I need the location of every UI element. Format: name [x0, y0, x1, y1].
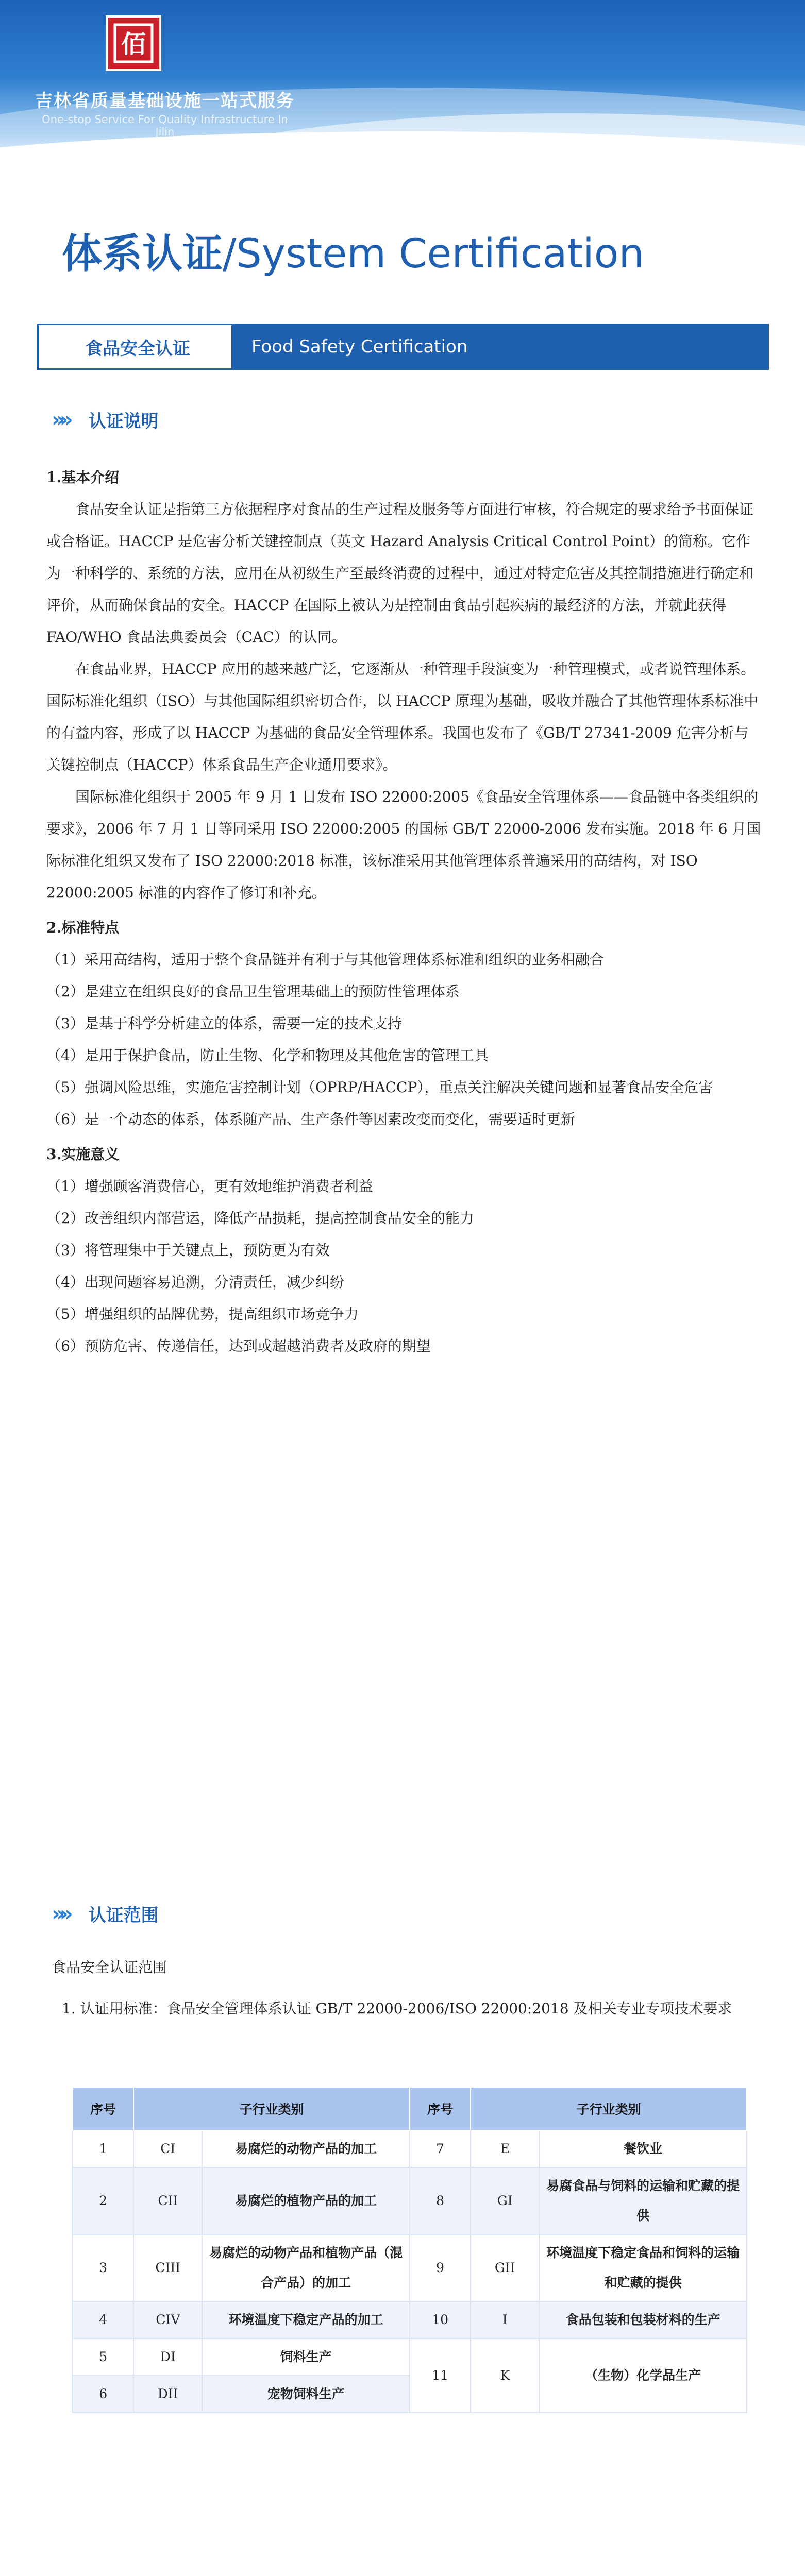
intro-heading-text: 认证说明: [88, 411, 159, 432]
cell-no: 8: [410, 2167, 471, 2234]
significance-item: （6）预防危害、传递信任，达到或超越消费者及政府的期望: [46, 1337, 431, 1354]
intro-paragraph: 在食品业界，HACCP 应用的越来越广泛，它逐渐从一种管理手段演变为一种管理模式，或者说管理体系。国际标准化组织（ISO）与其他国际组织密切合作，以 HACCP 原理为基础，吸收并融合了其他管理体系标准中的有益内容，形成了以 HACCP 为基础的食品安全管理体系。我国也发布了《GB/T 27341-2009 危害分析与关键控制点（HACCP）体系食品生产企业通用要求》。: [46, 660, 759, 773]
org-name-cn: 吉林省质量基础设施一站式服务: [35, 91, 295, 111]
feature-item: （1）采用高结构，适用于整个食品链并有利于与其他管理体系标准和组织的业务相融合: [46, 951, 604, 968]
page-title: [62, 222, 644, 279]
cell-name: 餐饮业: [539, 2130, 747, 2167]
cell-name: （生物）化学品生产: [539, 2338, 747, 2413]
scope-heading: [52, 1901, 159, 1926]
cell-no: 4: [73, 2301, 133, 2338]
scope-intro: 食品安全认证范围: [52, 1959, 167, 1976]
cell-code: GI: [471, 2167, 539, 2234]
cell-name: 食品包装和包装材料的生产: [539, 2301, 747, 2338]
cell-code: CIV: [133, 2301, 202, 2338]
cell-code: CIII: [133, 2234, 202, 2301]
intro-paragraph: 食品安全认证是指第三方依据程序对食品的生产过程及服务等方面进行审核，符合规定的要求给予书面保证或合格证。HACCP 是危害分析关键控制点（英文 Hazard Analysis Critical Control Point）的简称。它作为一种科学的、系统的方法，应用在从初级生产至最终消费的过程中，通过对特定危害及其控制措施进行确定和评价，从而确保食品的安全。HACCP 在国际上被认为是控制由食品引起疾病的最经济的方法，并就此获得 FAO/WHO 食品法典委员会（CAC）的认同。: [46, 501, 754, 646]
col-header: 子行业类别: [133, 2087, 410, 2130]
intro-heading: [52, 407, 159, 432]
cell-no: 6: [73, 2376, 133, 2413]
cell-name: 宠物饲料生产: [202, 2376, 410, 2413]
intro-paragraph: 国际标准化组织于 2005 年 9 月 1 日发布 ISO 22000:2005《食品安全管理体系——食品链中各类组织的要求》，2006 年 7 月 1 日等同采用 ISO 22000:2005 的国标 GB/T 22000-2006 发布实施。2018 年 6 月国际标准化组织又发布了 ISO 22000:2018 标准，该标准采用其他管理体系普遍采用的高结构，对 ISO 22000:2005 标准的内容作了修订和补充。: [46, 788, 761, 901]
table-row: [73, 2130, 747, 2167]
col-header: 序号: [410, 2087, 471, 2130]
feature-item: （2）是建立在组织良好的食品卫生管理基础上的预防性管理体系: [46, 983, 460, 1000]
cell-code: GII: [471, 2234, 539, 2301]
cell-no: 3: [73, 2234, 133, 2301]
significance-item: （2）改善组织内部营运，降低产品损耗，提高控制食品安全的能力: [46, 1210, 474, 1227]
table-row: [73, 2167, 747, 2234]
table-row: [73, 2301, 747, 2338]
cell-code: K: [471, 2338, 539, 2413]
cell-code: E: [471, 2130, 539, 2167]
cell-code: CI: [133, 2130, 202, 2167]
section-banner: [37, 324, 769, 370]
page-title-en: /System Certification: [223, 231, 644, 277]
org-name-en: One-stop Service For Quality Infrastructure In Jilin: [42, 113, 288, 138]
cell-name: 环境温度下稳定食品和饲料的运输和贮藏的提供: [539, 2234, 747, 2301]
features-heading: 2.标准特点: [46, 919, 120, 936]
cell-no: 2: [73, 2167, 133, 2234]
cell-code: DII: [133, 2376, 202, 2413]
cell-code: CII: [133, 2167, 202, 2234]
cell-name: 易腐食品与饲料的运输和贮藏的提供: [539, 2167, 747, 2234]
cell-name: 饲料生产: [202, 2338, 410, 2376]
double-chevron-icon: »»: [52, 1902, 68, 1926]
industry-table-1: [72, 2087, 747, 2413]
significance-item: （5）增强组织的品牌优势，提高组织市场竞争力: [46, 1306, 359, 1323]
significance-heading: 3.实施意义: [46, 1146, 120, 1163]
cell-code: DI: [133, 2338, 202, 2376]
cell-no: 10: [410, 2301, 471, 2338]
scope-heading-text: 认证范围: [88, 1905, 159, 1926]
logo-glyph: 佰: [121, 30, 146, 59]
basic-heading: 1.基本介绍: [46, 469, 120, 486]
cell-no: 9: [410, 2234, 471, 2301]
double-chevron-icon: »»: [52, 408, 68, 432]
table-row: [73, 2234, 747, 2301]
section-title-en: Food Safety Certification: [251, 336, 468, 357]
feature-item: （3）是基于科学分析建立的体系，需要一定的技术支持: [46, 1015, 402, 1032]
col-header: 子行业类别: [471, 2087, 747, 2130]
feature-item: （4）是用于保护食品，防止生物、化学和物理及其他危害的管理工具: [46, 1047, 489, 1064]
intro-body: [46, 459, 763, 1362]
cell-no: 7: [410, 2130, 471, 2167]
significance-item: （1）增强顾客消费信心，更有效地维护消费者利益: [46, 1178, 373, 1195]
table1-caption: 1. 认证用标准：食品安全管理体系认证 GB/T 22000-2006/ISO 22000:2018 及相关专业专项技术要求: [62, 2000, 732, 2017]
col-header: 序号: [73, 2087, 133, 2130]
page-title-cn: 体系认证: [62, 231, 223, 277]
significance-item: （3）将管理集中于关键点上，预防更为有效: [46, 1242, 330, 1259]
cell-name: 易腐烂的动物产品的加工: [202, 2130, 410, 2167]
org-logo-icon[interactable]: [106, 15, 161, 71]
feature-item: （6）是一个动态的体系，体系随产品、生产条件等因素改变而变化，需要适时更新: [46, 1111, 575, 1128]
cell-code: I: [471, 2301, 539, 2338]
cell-no: 11: [410, 2338, 471, 2413]
cell-no: 1: [73, 2130, 133, 2167]
section-title-cn: 食品安全认证: [37, 324, 233, 370]
cell-name: 易腐烂的动物产品和植物产品（混合产品）的加工: [202, 2234, 410, 2301]
table-row: [73, 2338, 747, 2376]
significance-item: （4）出现问题容易追溯，分清责任，减少纠纷: [46, 1274, 344, 1291]
cell-name: 易腐烂的植物产品的加工: [202, 2167, 410, 2234]
cell-no: 5: [73, 2338, 133, 2376]
table2-caption: [52, 2571, 763, 2576]
feature-item: （5）强调风险思维，实施危害控制计划（OPRP/HACCP），重点关注解决关键问题和显著食品安全危害: [46, 1079, 713, 1096]
cell-name: 环境温度下稳定产品的加工: [202, 2301, 410, 2338]
